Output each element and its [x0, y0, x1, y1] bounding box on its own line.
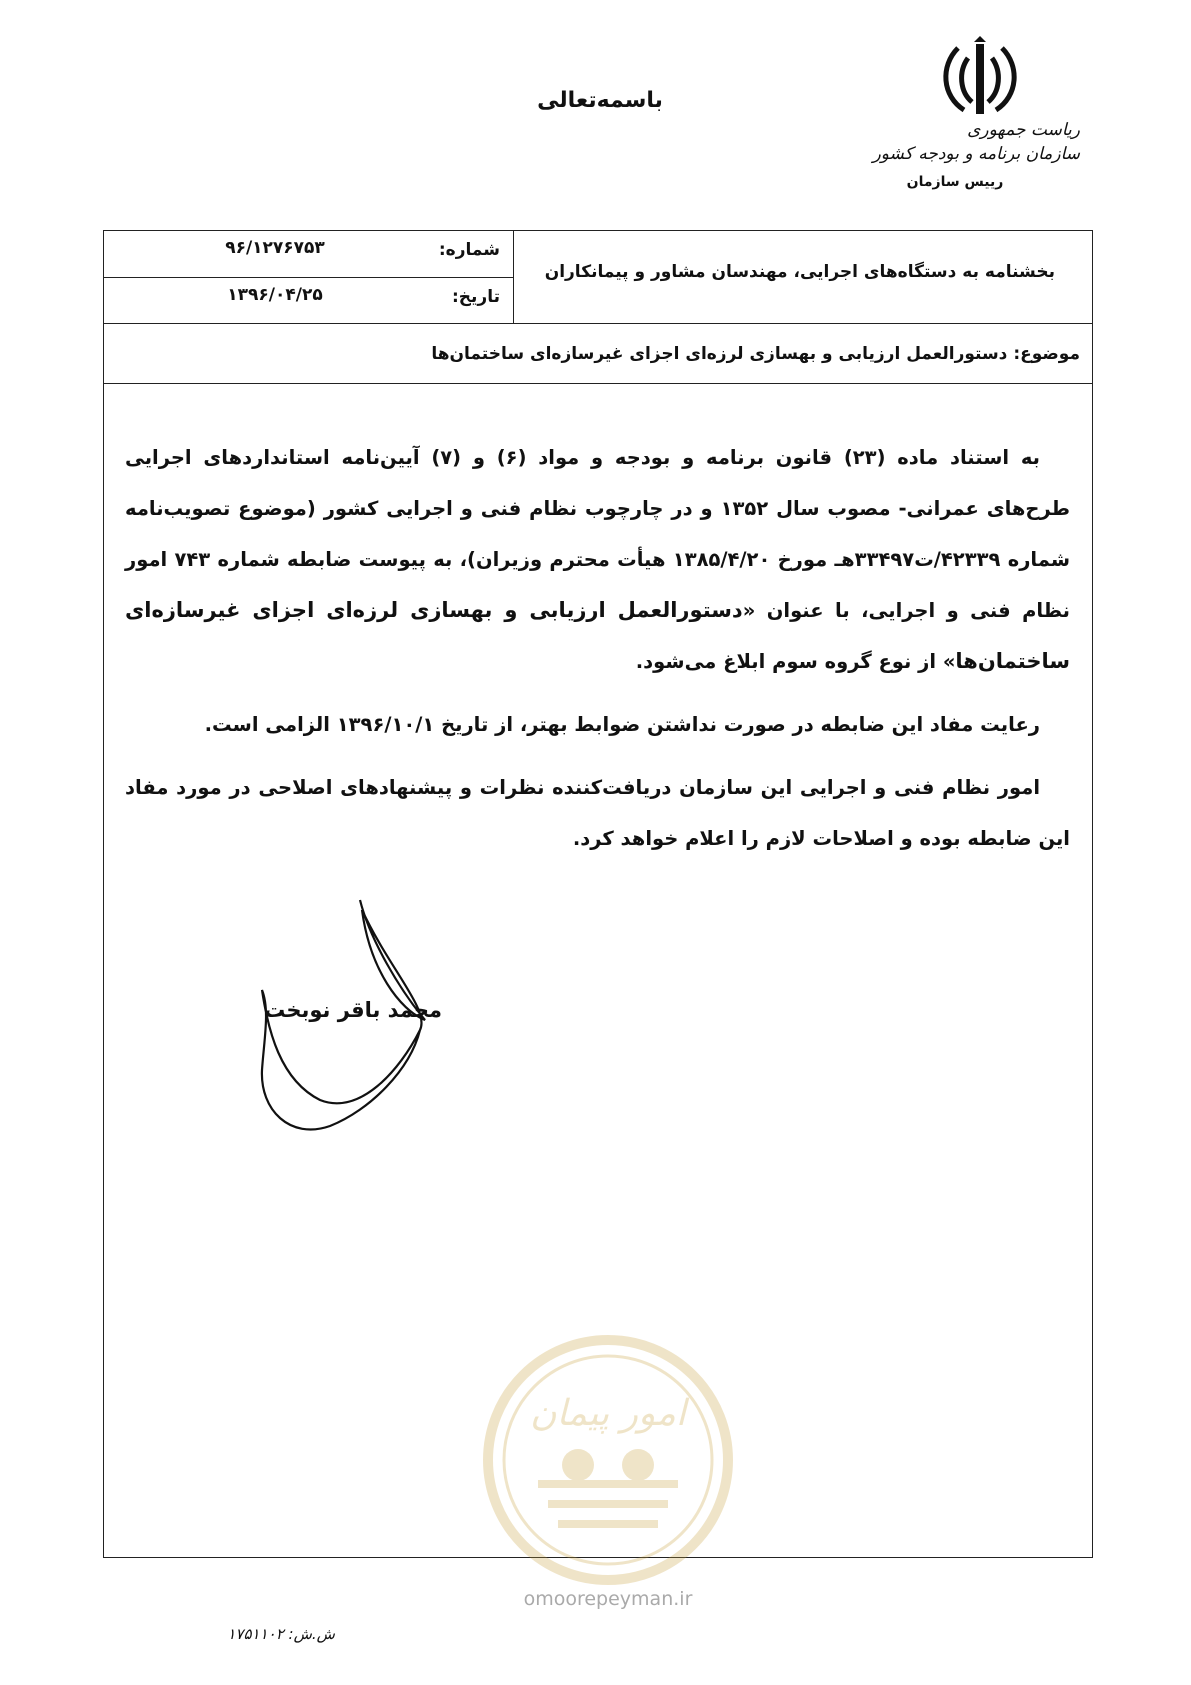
number-value: ۹۶/۱۲۷۶۷۵۳: [225, 238, 325, 258]
signatory-name: محمد باقر نوبخت: [264, 998, 442, 1022]
date-value: ۱۳۹۶/۰۴/۲۵: [227, 285, 323, 305]
date-label: تاریخ:: [452, 287, 500, 307]
paragraph-1-text-a: به استناد ماده (۲۳) قانون برنامه و بودجه و مواد (۶) و (۷) آیین‌نامه استانداردهای اجرایی طرح‌های عمرانی- مصوب سال ۱۳۵۲ و در چارچوب نظام فنی و اجرایی کشور (موضوع تصویب‌نامه شماره ۴۲۳۳۹/ت۳۳۴۹۷هـ مورخ ۱۳۸۵/۴/۲۰ هیأت محترم وزیران)، به پیوست ضابطه شماره ۷۴۳ امور نظام فنی و اجرایی، با عنوان «: [125, 446, 1070, 622]
meta-vertical-divider: [513, 230, 514, 324]
reference-number: ش.ش: ۱۷۵۱۱۰۲: [227, 1625, 335, 1643]
paragraph-1-text-b: » از نوع گروه سوم ابلاغ می‌شود.: [635, 650, 956, 673]
organization-block: [860, 118, 1080, 194]
iran-emblem-icon: [930, 36, 1030, 126]
addressee: بخشنامه به دستگاه‌های اجرایی، مهندسان مشاور و پیمانکاران: [544, 262, 1055, 282]
seal-lettering: امور پیمان: [530, 1393, 686, 1434]
directive-title: دستورالعمل ارزیابی و بهسازی لرزه‌ای اجزای غیرسازه‌ای ساختمان‌ها: [125, 598, 1070, 673]
paragraph-2: رعایت مفاد این ضابطه در صورت نداشتن ضوابط بهتر، از تاریخ ۱۳۹۶/۱۰/۱ الزامی است.: [204, 713, 1040, 736]
paragraph-3: امور نظام فنی و اجرایی این سازمان دریافت‌کننده نظرات و پیشنهادهای اصلاحی در مورد مفاد این ضابطه بوده و اصلاحات لازم را اعلام خواهد کرد.: [125, 776, 1070, 850]
org-line-presidency: ریاست جمهوری: [967, 120, 1080, 140]
letter-body: [125, 432, 1070, 876]
number-label: شماره:: [438, 240, 500, 260]
meta-horizontal-divider: [103, 277, 513, 278]
subject: موضوع: دستورالعمل ارزیابی و بهسازی لرزه‌ای اجزای غیرسازه‌ای ساختمان‌ها: [431, 344, 1080, 364]
paragraph-1: [125, 432, 1070, 687]
org-role: رییس سازمان: [906, 174, 1004, 190]
watermark-website: omoorepeyman.ir: [523, 1588, 693, 1610]
org-line-organization: سازمان برنامه و بودجه کشور: [872, 144, 1080, 164]
invocation-heading: باسمه‌تعالی: [537, 88, 663, 113]
watermark-seal-icon: [478, 1330, 738, 1590]
